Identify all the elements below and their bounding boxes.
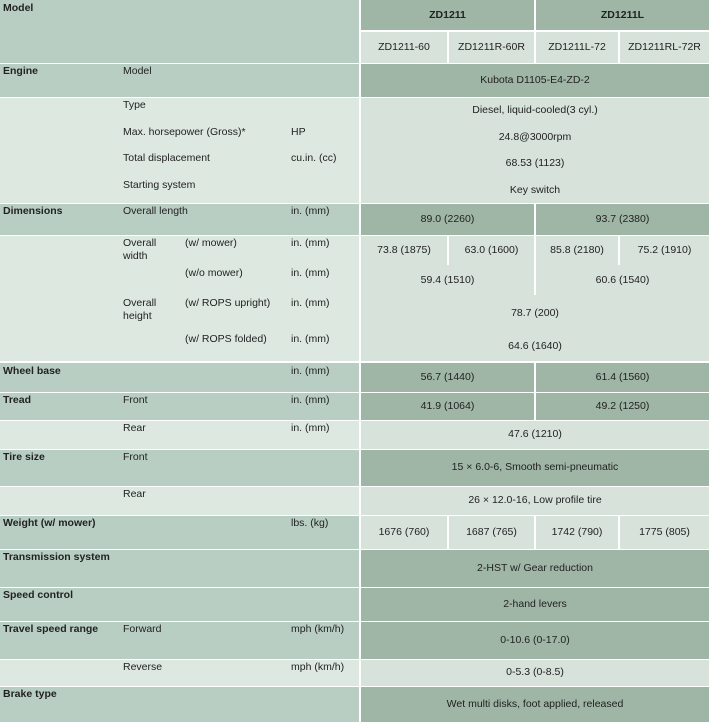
wheel-base-value-zd1211l: 61.4 (1560) [536,363,709,392]
engine-starting-value: Key switch [361,177,709,203]
header-variant-3: ZD1211L-72 [536,32,618,63]
category-speed-control: Speed control [0,587,359,621]
dim-without-mower-value-zd1211l: 60.6 (1540) [536,265,709,295]
engine-category-spacer [0,97,120,203]
row-divider [0,362,709,363]
dim-length-label: Overall length [120,203,288,235]
dim-rops-upright-unit: in. (mm) [288,295,359,331]
wheel-base-unit: in. (mm) [288,363,359,392]
tread-front-value-zd1211l: 49.2 (1250) [536,392,709,420]
engine-hp-value: 24.8@3000rpm [361,124,709,150]
tire-rear-label: Rear [120,486,359,515]
dim-length-unit: in. (mm) [288,203,359,235]
header-variant-4: ZD1211RL-72R [620,32,709,63]
dim-height-label-line1: Overall [123,297,157,309]
travel-speed-category-spacer [0,659,120,686]
engine-model-label: Model [120,63,359,97]
tread-rear-label: Rear [120,420,288,449]
category-weight: Weight (w/ mower) [0,515,288,549]
category-engine: Engine [0,63,120,97]
wheel-base-value-zd1211: 56.7 (1440) [361,363,534,392]
tire-front-value: 15 × 6.0-6, Smooth semi-pneumatic [361,449,709,486]
row-divider [0,549,709,550]
category-travel-speed: Travel speed range [0,621,120,659]
row-divider [0,235,709,236]
dim-rops-upright-label: (w/ ROPS upright) [182,295,288,331]
tire-category-spacer [0,486,120,515]
row-divider [0,449,709,450]
dim-rops-folded-label: (w/ ROPS folded) [182,331,288,361]
row-divider [0,515,709,516]
category-transmission: Transmission system [0,549,359,587]
dim-with-mower-value-1: 73.8 (1875) [361,235,447,265]
tire-rear-value: 26 × 12.0-16, Low profile tire [361,486,709,515]
speed-control-value: 2-hand levers [361,587,709,621]
tread-rear-value: 47.6 (1210) [361,420,709,449]
dim-with-mower-value-2: 63.0 (1600) [449,235,534,265]
row-divider [0,203,709,204]
travel-reverse-unit: mph (km/h) [288,659,359,686]
engine-starting-label: Starting system [120,177,359,203]
travel-reverse-value: 0-5.3 (0-8.5) [361,659,709,686]
transmission-value: 2-HST w/ Gear reduction [361,549,709,587]
tread-front-value-zd1211: 41.9 (1064) [361,392,534,420]
category-brake-type: Brake type [0,686,359,722]
header-variant-2: ZD1211R-60R [449,32,534,63]
wheel-base-empty-label [120,363,288,392]
engine-displacement-unit: cu.in. (cc) [288,150,359,177]
engine-displacement-value: 68.53 (1123) [361,150,709,177]
travel-reverse-label: Reverse [120,659,288,686]
dim-rops-upright-value: 78.7 (200) [361,295,709,331]
row-divider [0,686,709,687]
category-dimensions: Dimensions [0,203,120,235]
tread-category-spacer [0,420,120,449]
row-divider [0,621,709,622]
engine-type-label: Type [120,97,359,124]
category-wheel-base: Wheel base [0,363,120,392]
engine-displacement-label: Total displacement [120,150,288,177]
row-divider [0,392,709,393]
engine-model-value: Kubota D1105-E4-ZD-2 [361,63,709,97]
dim-with-mower-label: (w/ mower) [182,235,288,265]
dim-rops-folded-value: 64.6 (1640) [361,331,709,361]
dim-with-mower-unit: in. (mm) [288,235,359,265]
weight-value-3: 1742 (790) [536,515,618,549]
dim-without-mower-value-zd1211: 59.4 (1510) [361,265,534,295]
engine-type-value: Diesel, liquid-cooled(3 cyl.) [361,97,709,124]
weight-value-4: 1775 (805) [620,515,709,549]
row-divider [0,659,709,660]
tread-rear-unit: in. (mm) [288,420,359,449]
travel-forward-unit: mph (km/h) [288,621,359,659]
tread-front-label: Front [120,392,288,420]
category-tire-size: Tire size [0,449,120,486]
dim-length-value-zd1211l: 93.7 (2380) [536,203,709,235]
dim-height-label-line2: height [123,310,152,322]
dim-rops-folded-unit: in. (mm) [288,331,359,361]
travel-forward-label: Forward [120,621,288,659]
dim-with-mower-value-4: 75.2 (1910) [620,235,709,265]
category-tread: Tread [0,392,120,420]
engine-hp-label: Max. horsepower (Gross)* [120,124,288,150]
dim-width-label-line1: Overall [123,237,157,249]
tread-front-unit: in. (mm) [288,392,359,420]
engine-hp-unit: HP [288,124,359,150]
dim-length-value-zd1211: 89.0 (2260) [361,203,534,235]
brake-type-value: Wet multi disks, foot applied, released [361,686,709,722]
dim-height-label [120,295,182,361]
header-model-label: Model [0,0,359,63]
row-divider [0,486,709,487]
dim-width-label-line2: width [123,250,148,262]
header-zd1211: ZD1211 [361,0,534,30]
dim-width-label [120,235,182,295]
row-divider [0,63,709,64]
dim-with-mower-value-3: 85.8 (2180) [536,235,618,265]
dim-without-mower-label: (w/o mower) [182,265,288,295]
dimensions-category-spacer [0,235,120,361]
row-divider [0,420,709,421]
row-divider [0,587,709,588]
header-zd1211l: ZD1211L [536,0,709,30]
weight-value-2: 1687 (765) [449,515,534,549]
weight-unit: lbs. (kg) [288,515,359,549]
tire-front-label: Front [120,449,359,486]
row-divider [0,97,709,98]
travel-forward-value: 0-10.6 (0-17.0) [361,621,709,659]
header-variant-1: ZD1211-60 [361,32,447,63]
weight-value-1: 1676 (760) [361,515,447,549]
dim-without-mower-unit: in. (mm) [288,265,359,295]
